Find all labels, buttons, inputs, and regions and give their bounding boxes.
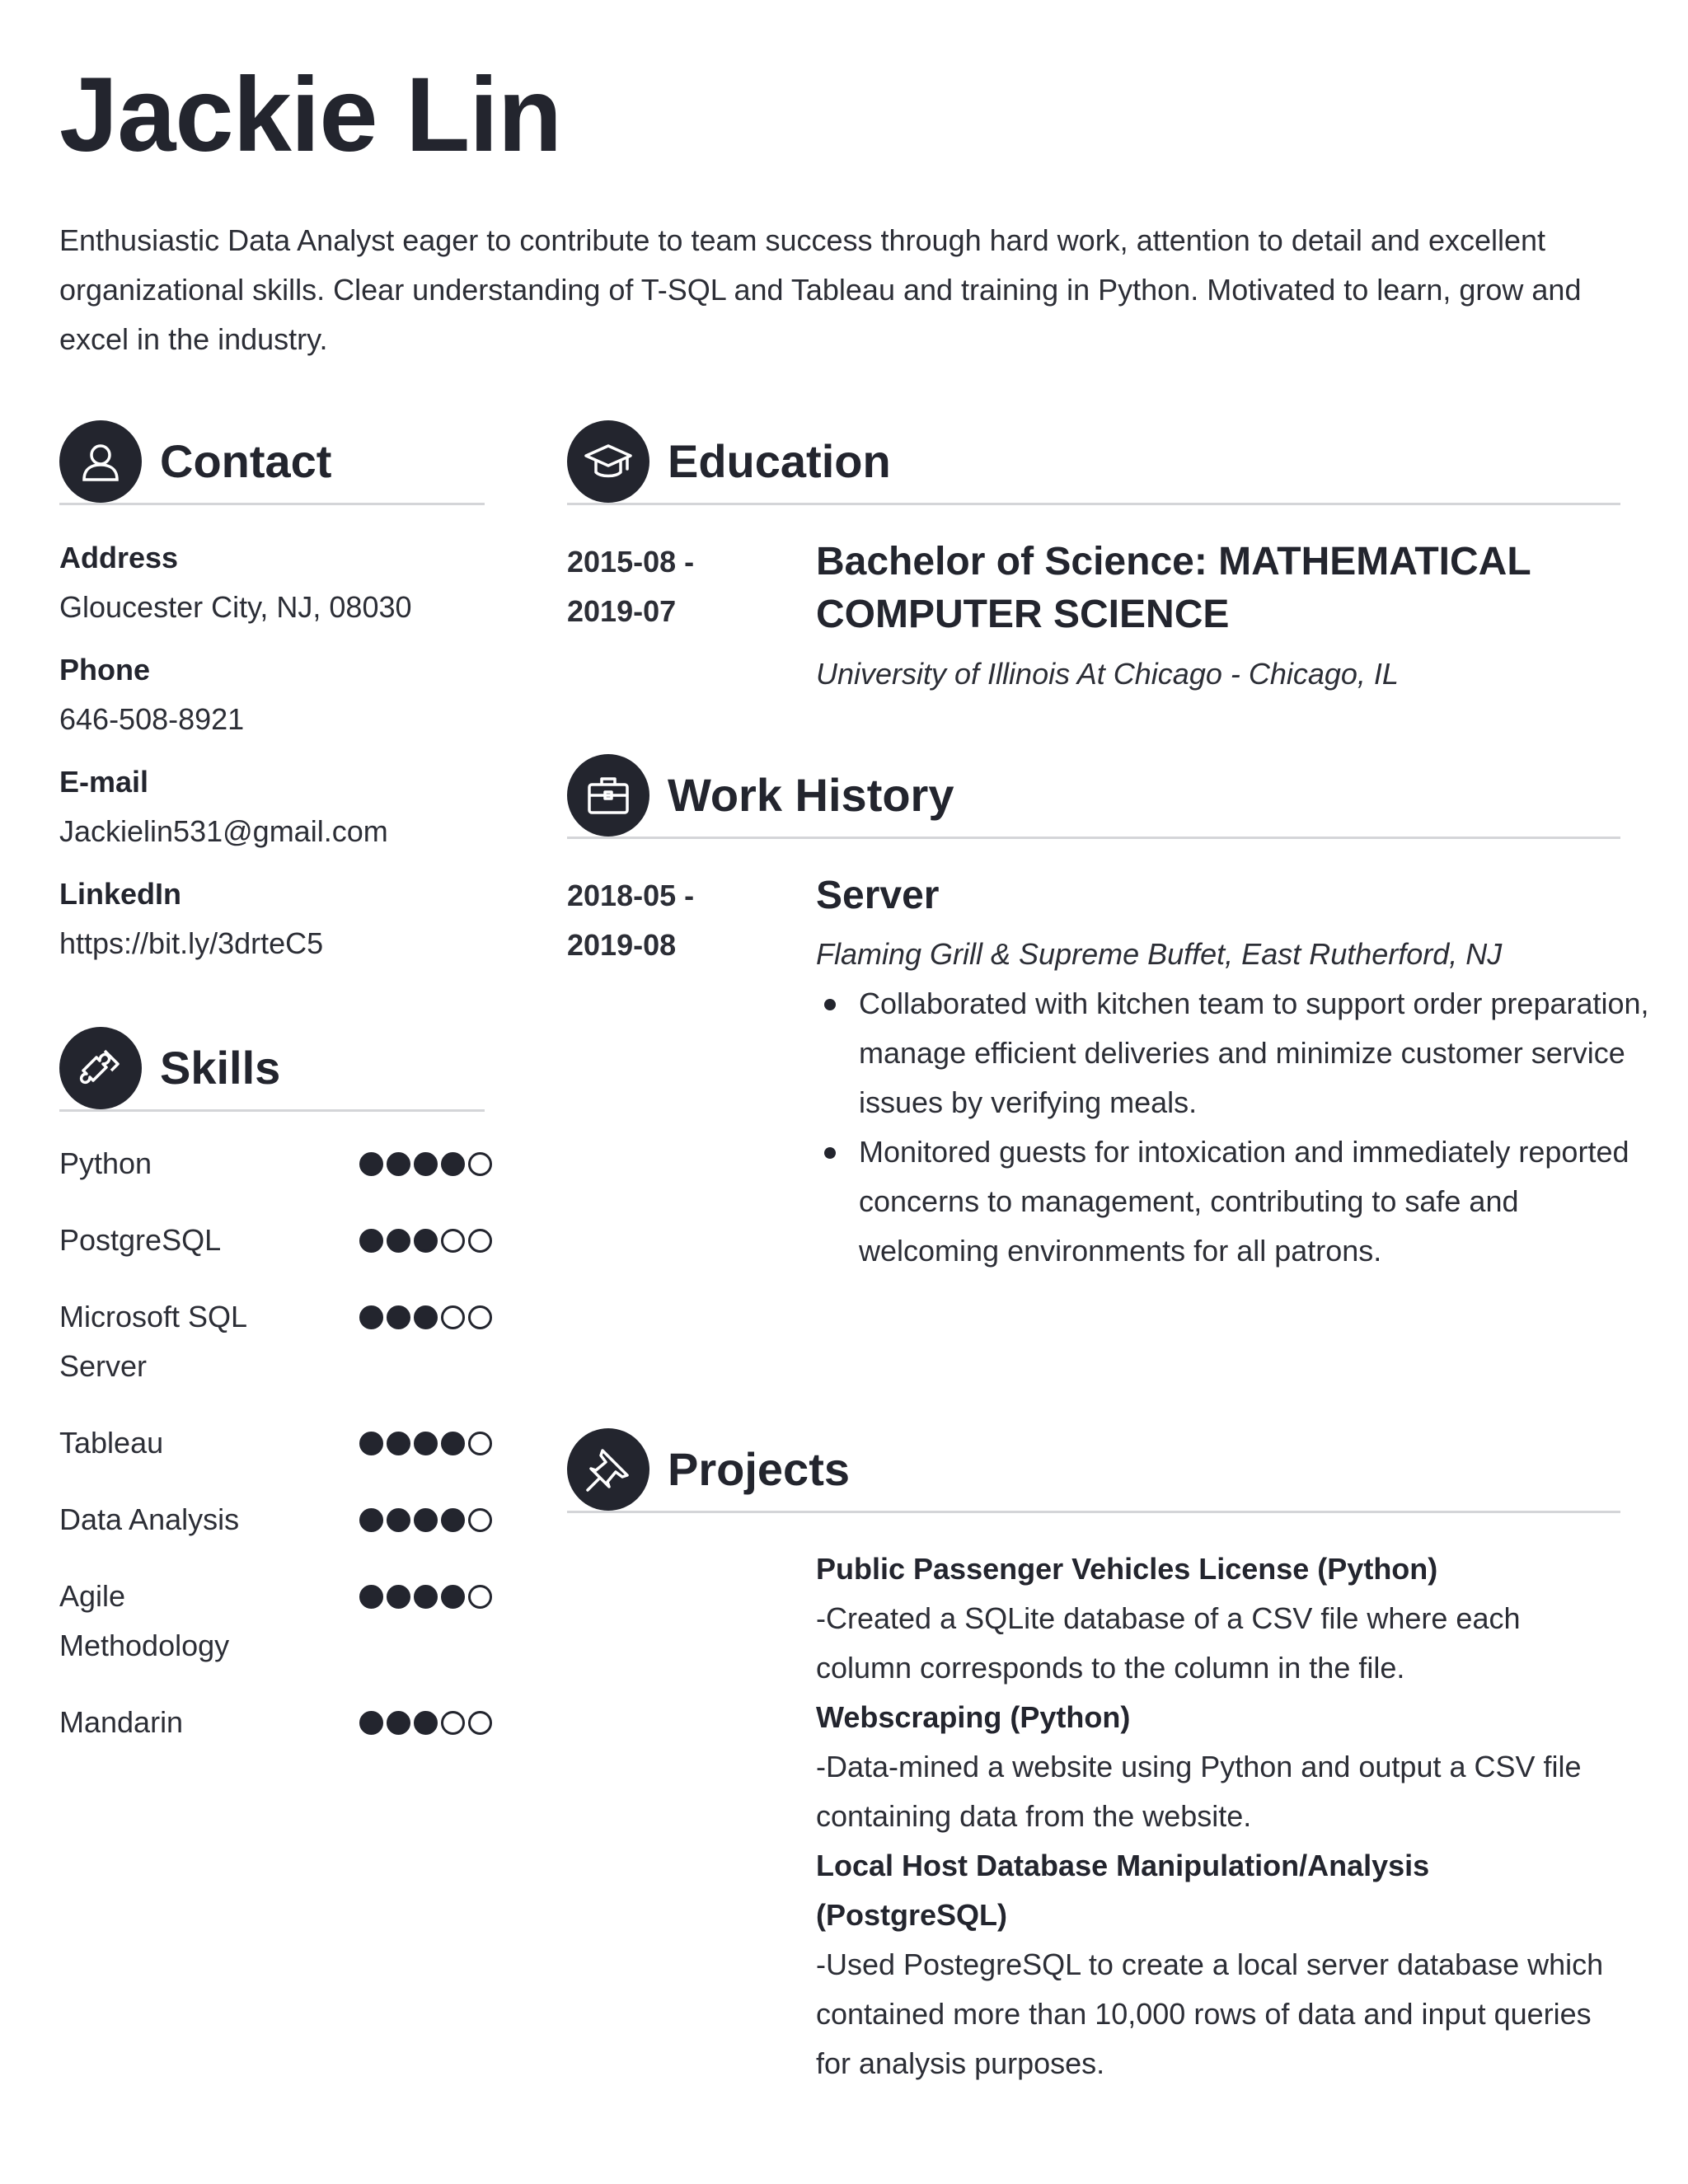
skill-rating: [359, 1432, 492, 1455]
education-degree: Bachelor of Science: MATHEMATICAL COMPUTER SCIENCE: [816, 540, 1531, 636]
contact-label-phone: Phone: [59, 653, 151, 687]
skill-name: Microsoft SQL Server: [59, 1300, 246, 1383]
education-section-header: [567, 420, 1620, 505]
rating-dot-filled: [414, 1711, 438, 1735]
contact-value-phone: 646-508-8921: [59, 702, 245, 736]
skill-name: PostgreSQL: [59, 1223, 222, 1257]
project-description: -Used PostegreSQL to create a local server database which contained more than 10,000 rows of data and input queries for analysis purposes.: [816, 1947, 1604, 2080]
education-date-end: 2019-07: [567, 594, 677, 628]
skill-name: Python: [59, 1146, 152, 1180]
contact-label-linkedin: LinkedIn: [59, 877, 182, 911]
rating-dot-empty: [441, 1711, 465, 1735]
work-section-header: [567, 754, 1620, 839]
rating-dot-filled: [387, 1508, 410, 1532]
puzzle-icon: [59, 1027, 142, 1109]
rating-dot-empty: [468, 1152, 492, 1176]
skill-name: Agile Methodology: [59, 1579, 230, 1662]
rating-dot-filled: [387, 1432, 410, 1455]
project-description: -Data-mined a website using Python and output a CSV file containing data from the website.: [816, 1750, 1582, 1833]
rating-dot-empty: [468, 1508, 492, 1532]
rating-dot-filled: [359, 1432, 383, 1455]
rating-dot-filled: [359, 1711, 383, 1735]
user-icon: [59, 420, 142, 503]
skill-rating: [359, 1229, 492, 1253]
rating-dot-filled: [387, 1152, 410, 1176]
rating-dot-filled: [359, 1229, 383, 1253]
contact-value-email: Jackielin531@gmail.com: [59, 814, 388, 848]
education-school: University of Illinois At Chicago - Chicago, IL: [816, 657, 1399, 691]
work-bullets: [816, 979, 1667, 1276]
rating-dot-empty: [468, 1305, 492, 1329]
work-title: Work History: [668, 769, 954, 821]
rating-dot-filled: [414, 1229, 438, 1253]
work-date-end: 2019-08: [567, 928, 677, 962]
contact-section-header: [59, 420, 485, 505]
skill-rating: [359, 1711, 492, 1735]
contact-value-address: Gloucester City, NJ, 08030: [59, 590, 412, 624]
skills-section-header: [59, 1027, 485, 1112]
skill-rating: [359, 1585, 492, 1609]
work-company: Flaming Grill & Supreme Buffet, East Rutherford, NJ: [816, 937, 1503, 971]
skill-name: Data Analysis: [59, 1502, 240, 1536]
rating-dot-empty: [441, 1305, 465, 1329]
rating-dot-filled: [414, 1508, 438, 1532]
rating-dot-filled: [441, 1585, 465, 1609]
graduation-cap-icon: [567, 420, 649, 503]
briefcase-icon: [567, 754, 649, 837]
rating-dot-filled: [414, 1585, 438, 1609]
project-title: Local Host Database Manipulation/Analysis (PostgreSQL): [816, 1849, 1430, 1932]
projects-list: [816, 1544, 1624, 2088]
contact-title: Contact: [160, 435, 332, 487]
contact-value-linkedin: https://bit.ly/3drteC5: [59, 926, 324, 960]
skill-rating: [359, 1152, 492, 1176]
rating-dot-filled: [359, 1585, 383, 1609]
work-bullet: Monitored guests for intoxication and immediately reported concerns to management, contributing to safe and welcoming environments for all patrons.: [859, 1127, 1667, 1276]
skill-rating: [359, 1305, 492, 1329]
rating-dot-filled: [414, 1152, 438, 1176]
education-title: Education: [668, 435, 891, 487]
contact-label-address: Address: [59, 541, 179, 574]
rating-dot-filled: [441, 1152, 465, 1176]
rating-dot-filled: [387, 1229, 410, 1253]
rating-dot-empty: [468, 1432, 492, 1455]
candidate-name: Jackie Lin: [59, 56, 561, 174]
contact-label-email: E-mail: [59, 765, 149, 799]
work-date-start: 2018-05 -: [567, 879, 695, 912]
rating-dot-empty: [468, 1229, 492, 1253]
rating-dot-filled: [441, 1508, 465, 1532]
project-title: Public Passenger Vehicles License (Python): [816, 1552, 1438, 1586]
work-role: Server: [816, 874, 940, 917]
skills-title: Skills: [160, 1042, 281, 1094]
rating-dot-filled: [387, 1305, 410, 1329]
rating-dot-filled: [359, 1305, 383, 1329]
projects-title: Projects: [668, 1443, 850, 1495]
pushpin-icon: [567, 1428, 649, 1511]
rating-dot-filled: [359, 1508, 383, 1532]
project-title: Webscraping (Python): [816, 1700, 1131, 1734]
rating-dot-filled: [387, 1585, 410, 1609]
rating-dot-filled: [359, 1152, 383, 1176]
project-description: -Created a SQLite database of a CSV file where each column corresponds to the column in the file.: [816, 1601, 1521, 1685]
skill-rating: [359, 1508, 492, 1532]
rating-dot-empty: [441, 1229, 465, 1253]
rating-dot-empty: [468, 1585, 492, 1609]
rating-dot-filled: [414, 1305, 438, 1329]
summary-text: Enthusiastic Data Analyst eager to contribute to team success through hard work, attention to detail and excellent organizational skills. Clear understanding of T-SQL and Tableau and training in Python. Motivated to learn, grow and excel in the industry.: [59, 223, 1582, 356]
projects-section-header: [567, 1428, 1620, 1513]
rating-dot-filled: [414, 1432, 438, 1455]
rating-dot-filled: [387, 1711, 410, 1735]
rating-dot-filled: [441, 1432, 465, 1455]
skill-name: Mandarin: [59, 1705, 184, 1739]
education-date-start: 2015-08 -: [567, 545, 695, 579]
work-bullet: Collaborated with kitchen team to support order preparation, manage efficient deliveries and minimize customer service issues by verifying meals.: [859, 979, 1667, 1127]
rating-dot-empty: [468, 1711, 492, 1735]
skill-name: Tableau: [59, 1426, 164, 1460]
